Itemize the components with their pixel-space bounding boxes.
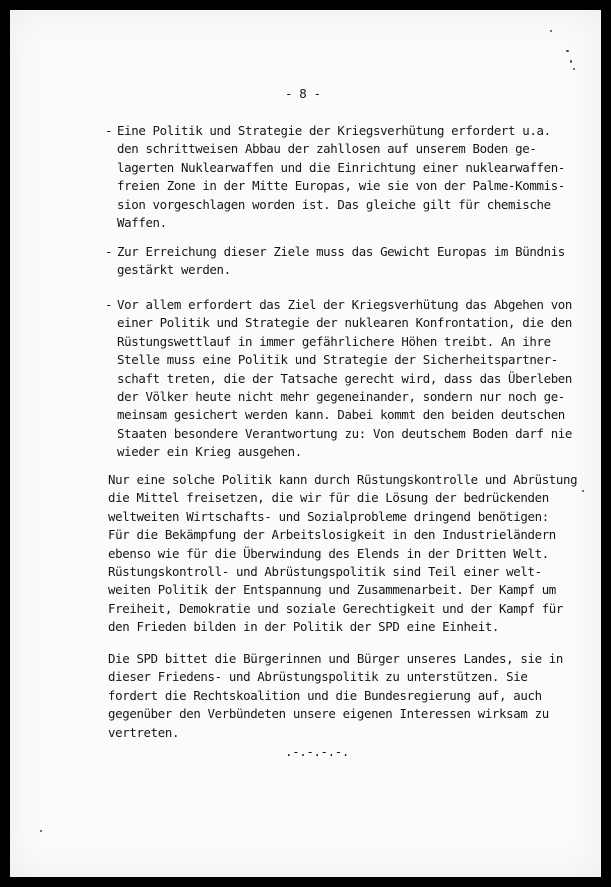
scan-speck (40, 830, 42, 832)
paragraph-appeal: Die SPD bittet die Bürgerinnen und Bürger unseres Landes, sie in dieser Friedens- und Abrüstungspolitik zu unterstützen. Sie fordert die Rechtskoalition und die Bundesregierung auf, auch gegenüber den Verbündeten unsere eigenen Interessen wirksam zu vertreten. (108, 651, 564, 740)
scan-speck (570, 60, 572, 63)
bullet-dash: - (105, 244, 113, 259)
bullet-dash: - (105, 297, 113, 312)
scan-speck (582, 490, 584, 492)
bullet-text: Zur Erreichung dieser Ziele muss das Gewicht Europas im Bündnis gestärkt werden. (117, 244, 565, 278)
paragraph-disarmament: Nur eine solche Politik kann durch Rüstungskontrolle und Abrüstung die Mittel freisetzen, die wir für die Lösung der bedrückenden weltweiten Wirtschafts- und Sozialprobleme dringend benötigen: Für die Bekämpfung der Arbeitslosigkeit in den Industrieländern ebenso wie für die Überwindung des Elends in der Dritten Welt. Rüstungskontroll- und Abrüstungspolitik sind Teil einer welt- weiten Politik der Entspannung und Zusammenarbeit. Der Kampf um Freiheit, Demokratie und soziale Gerechtigkeit und der Kampf für den Frieden bilden in der Politik der SPD eine Einheit. (108, 472, 578, 635)
scan-speck (550, 30, 552, 32)
bullet-item-1 (105, 122, 585, 232)
scan-speck (566, 50, 569, 52)
bullet-item-2 (105, 243, 585, 280)
bullet-text: Vor allem erfordert das Ziel der Kriegsverhütung das Abgehen von einer Politik und Strategie der nuklearen Konfrontation, die den Rüstungswettlauf in immer gefährlichere Höhen treibt. An ihre Stelle muss eine Politik und Strategie der Sicherheitspartner- schaft treten, die der Tatsache gerecht wird, dass das Überleben der Völker heute nicht mehr gegeneinander, sondern nur noch ge- meinsam gesichert werden kann. Dabei kommt den beiden deutschen Staaten besondere Verantwortung zu: Von deutschem Boden darf nie wieder ein Krieg ausgehen. (117, 297, 573, 460)
document-page (10, 10, 601, 877)
closing-mark: .-.-.-.-. (285, 744, 349, 759)
bullet-item-3 (105, 296, 585, 462)
page-number: - 8 - (285, 86, 321, 101)
bullet-dash: - (105, 123, 113, 138)
scan-speck (573, 68, 575, 70)
bullet-text: Eine Politik und Strategie der Kriegsverhütung erfordert u.a. den schrittweisen Abbau der zahllosen auf unserem Boden ge- lagerten Nuklearwaffen und die Einrichtung einer nuklearwaffen- freien Zone in der Mitte Europas, wie sie von der Palme-Kommis- sion vorgeschlagen worden ist. Das gleiche gilt für chemische Waffen. (117, 123, 565, 231)
